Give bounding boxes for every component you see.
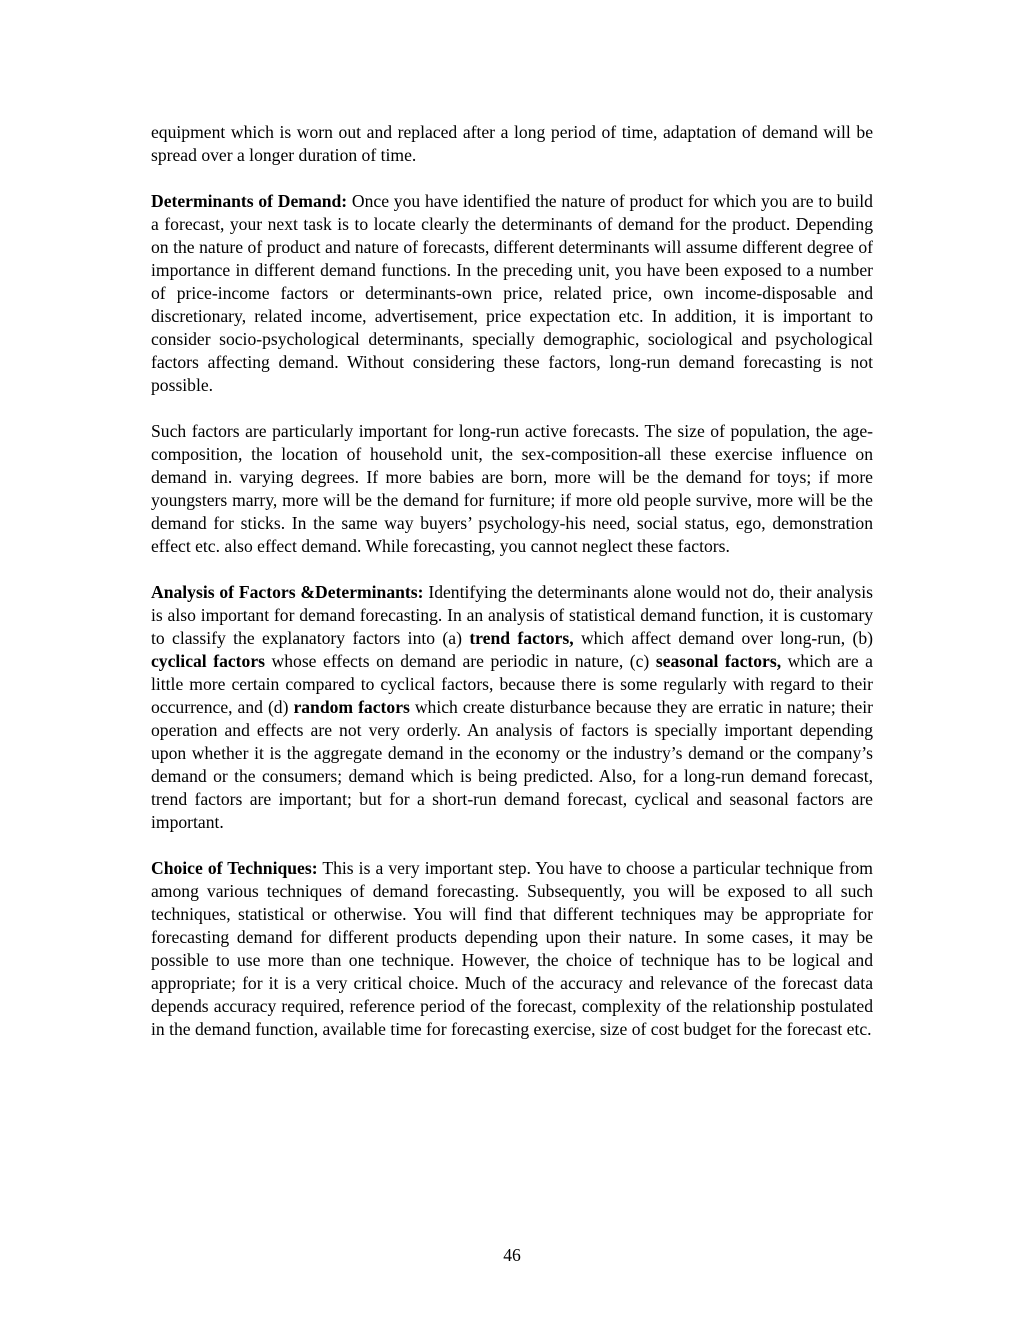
paragraph-text: which are a little more certain compared to cyclical factors, because there is some regularly with regard to their occurrence, and (d) bbox=[151, 651, 873, 717]
bold-term-seasonal-factors: seasonal factors, bbox=[655, 651, 782, 671]
paragraph-text: Identifying the determinants alone would not do, their analysis is also important for demand forecasting. In an analysis of statistical demand function, it is customary to classify the explanatory factors into (a) bbox=[151, 582, 873, 648]
paragraph-long-run-factors bbox=[151, 420, 873, 558]
paragraph-text: whose effects on demand are periodic in nature, (c) bbox=[265, 651, 656, 671]
paragraph-text: This is a very important step. You have to choose a particular technique from among various techniques of demand forecasting. Subsequently, you will be exposed to all such techniques, statistical or otherwise. You will find that different techniques may be appropriate for forecasting demand for different products depending upon their nature. In some cases, it may be possible to use more than one technique. However, the choice of technique has to be logical and appropriate; for it is a very critical choice. Much of the accuracy and relevance of the forecast data depends accuracy required, reference period of the forecast, complexity of the relationship postulated in the demand function, available time for forecasting exercise, size of cost budget for the forecast etc. bbox=[151, 858, 873, 1039]
bold-term-random-factors: random factors bbox=[293, 697, 410, 717]
paragraph-analysis-of-factors bbox=[151, 581, 873, 834]
paragraph-determinants-of-demand bbox=[151, 190, 873, 397]
page-number: 46 bbox=[503, 1245, 521, 1265]
paragraph-text: Once you have identified the nature of product for which you are to build a forecast, your next task is to locate clearly the determinants of demand for the product. Depending on the nature of product and nature of forecasts, different determinants will assume different degree of importance in different demand functions. In the preceding unit, you have been exposed to a number of price-income factors or determinants-own price, related price, own income-disposable and discretionary, related income, advertisement, price expectation etc. In addition, it is important to consider socio-psychological determinants, specially demographic, sociological and psychological factors affecting demand. Without considering these factors, long-run demand forecasting is not possible. bbox=[151, 191, 873, 395]
bold-term-cyclical-factors: cyclical factors bbox=[151, 651, 265, 671]
page-content bbox=[151, 121, 873, 1064]
paragraph-text: which affect demand over long-run, (b) bbox=[573, 628, 873, 648]
bold-term-trend-factors: trend factors, bbox=[469, 628, 574, 648]
paragraph-text: which create disturbance because they are erratic in nature; their operation and effects are not very orderly. An analysis of factors is specially important depending upon whether it is the aggregate demand in the economy or the industry’s demand or the company’s demand or the consumers; demand which is being predicted. Also, for a long-run demand forecast, trend factors are important; but for a short-run demand forecast, cyclical and seasonal factors are important. bbox=[151, 697, 873, 832]
paragraph-continuation bbox=[151, 121, 873, 167]
paragraph-text: equipment which is worn out and replaced after a long period of time, adaptation of demand will be spread over a longer duration of time. bbox=[151, 122, 873, 165]
section-heading: Analysis of Factors &Determinants: bbox=[151, 582, 424, 602]
section-heading: Choice of Techniques: bbox=[151, 858, 318, 878]
paragraph-choice-of-techniques bbox=[151, 857, 873, 1041]
paragraph-text: Such factors are particularly important for long-run active forecasts. The size of population, the age-composition, the location of household unit, the sex-composition-all these exercise influence on demand in. varying degrees. If more babies are born, more will be the demand for toys; if more youngsters marry, more will be the demand for furniture; if more old people survive, more will be the demand for sticks. In the same way buyers’ psychology-his need, social status, ego, demonstration effect etc. also effect demand. While forecasting, you cannot neglect these factors. bbox=[151, 421, 873, 556]
section-heading: Determinants of Demand: bbox=[151, 191, 348, 211]
